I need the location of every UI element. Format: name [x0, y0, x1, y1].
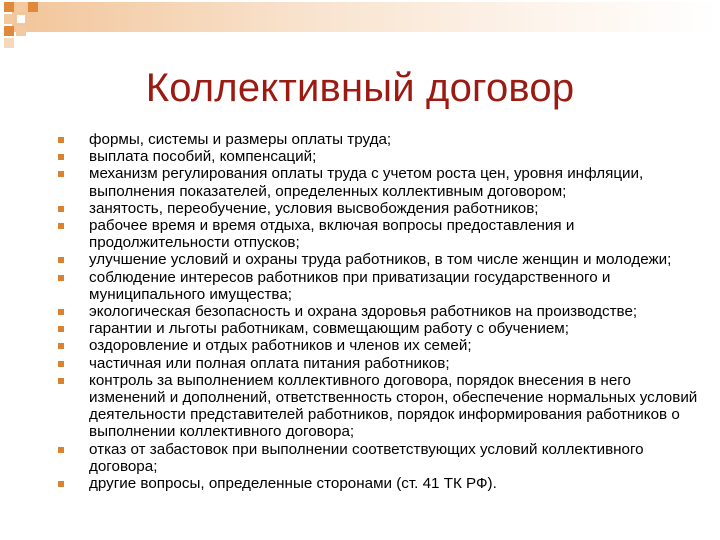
square-bullet-icon [58, 206, 64, 212]
deco-square [28, 2, 38, 12]
square-bullet-icon [58, 326, 64, 332]
list-item-text: гарантии и льготы работникам, совмещающим работу с обучением; [89, 320, 569, 338]
square-bullet-icon [58, 154, 64, 160]
list-item [58, 251, 698, 268]
list-item-text: оздоровление и отдых работников и членов их семей; [89, 337, 472, 355]
square-bullet-icon [58, 378, 64, 384]
deco-square [4, 2, 14, 12]
square-bullet-icon [58, 275, 64, 281]
page-title: Коллективный договор [145, 66, 575, 110]
list-item [58, 200, 698, 217]
list-item [58, 269, 698, 303]
deco-square [4, 14, 14, 24]
deco-square [4, 38, 14, 48]
square-bullet-icon [58, 447, 64, 453]
decorative-header [0, 0, 720, 60]
square-bullet-icon [58, 223, 64, 229]
list-item-text: экологическая безопасность и охрана здоровья работников на производстве; [89, 303, 638, 321]
list-item-text: рабочее время и время отдыха, включая вопросы предоставления и продолжительности отпусков; [89, 217, 575, 252]
list-item-text: частичная или полная оплата питания работников; [89, 354, 450, 372]
list-item [58, 441, 698, 475]
list-item [58, 372, 698, 441]
list-item [58, 148, 698, 165]
list-item [58, 131, 698, 148]
header-gradient-bar [12, 2, 720, 32]
list-item-text: формы, системы и размеры оплаты труда; [89, 131, 392, 148]
list-item [58, 303, 698, 320]
list-item [58, 475, 698, 492]
square-bullet-icon [58, 257, 64, 263]
list-item-text: улучшение условий и охраны труда работников, в том числе женщин и молодежи; [89, 251, 672, 269]
list-item-text: занятость, переобучение, условия высвобождения работников; [89, 199, 539, 217]
square-bullet-icon [58, 481, 64, 487]
list-item [58, 355, 698, 372]
bullet-list [58, 131, 698, 492]
list-item [58, 320, 698, 337]
deco-square [4, 26, 14, 36]
list-item-text: механизм регулирования оплаты труда с учетом роста цен, уровня инфляции, выполнения показателей, определенных коллективным договором; [89, 165, 644, 200]
square-bullet-icon [58, 309, 64, 315]
deco-square [16, 2, 26, 12]
square-bullet-icon [58, 361, 64, 367]
list-item-text: отказ от забастовок при выполнении соответствующих условий коллективного договора; [89, 440, 644, 475]
square-bullet-icon [58, 343, 64, 349]
list-item-text: соблюдение интересов работников при приватизации государственного и муниципального имущества; [89, 268, 611, 303]
list-item-text: контроль за выполнением коллективного договора, порядок внесения в него изменений и дополнений, ответственность сторон, обеспечение нормальных условий деятельности представителей работников, порядок информирования работников о выполнении коллективного договора; [89, 371, 698, 441]
square-bullet-icon [58, 137, 64, 143]
deco-square [16, 26, 26, 36]
deco-square [16, 14, 26, 24]
list-item [58, 217, 698, 251]
square-bullet-icon [58, 171, 64, 177]
list-item [58, 337, 698, 354]
list-item-text: выплата пособий, компенсаций; [89, 148, 317, 166]
list-item [58, 165, 698, 199]
list-item-text: другие вопросы, определенные сторонами (ст. 41 ТК РФ). [89, 475, 497, 493]
